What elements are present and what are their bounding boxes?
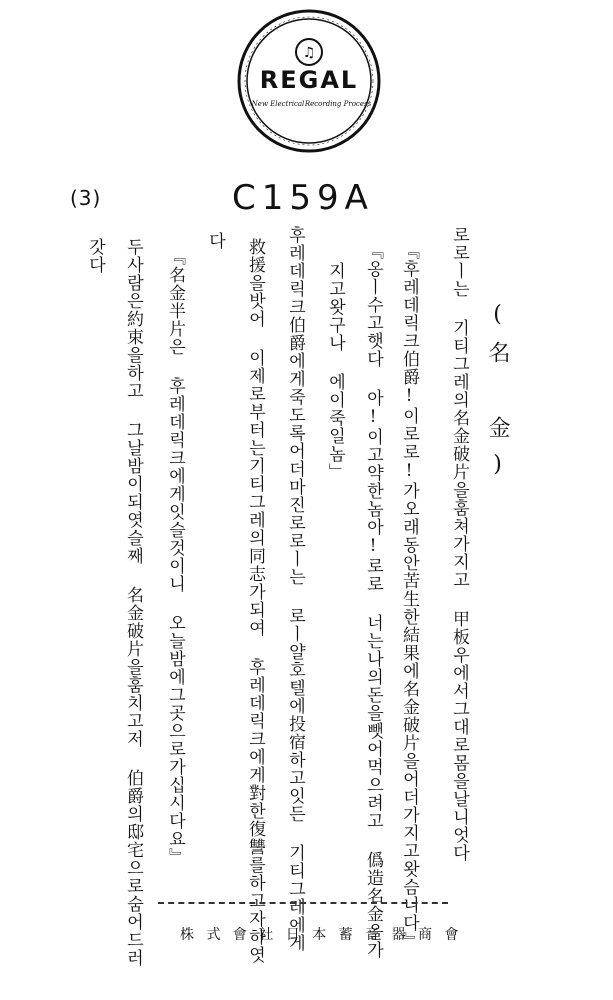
text-column: 『후레데릭크伯爵!이로로!가오래동안苦生한結果에名金破片을어더가지고왓슴니다』 [399, 242, 419, 950]
text-column: 지고왓구나 에이죽일놈」 [325, 262, 345, 481]
text-column: 다 [205, 232, 225, 250]
drama-title: (名 金) [485, 302, 510, 491]
regal-label-icon [234, 6, 384, 156]
regal-logo [234, 6, 384, 156]
text-column: 救援을밧어 이제로부터는기티그레의同志가되여 후레데릭크에게對한復讐를하고자하엿 [245, 238, 265, 964]
svg-text:New Electrical: New Electrical [251, 100, 305, 108]
text-column: 두사람은約束을하고 그날밤이되엿슬째 名金破片을훔치고저 伯爵의邸宅으로숨어드러 [123, 238, 143, 967]
brand-text: REGAL [259, 66, 359, 94]
publisher-imprint: 株 式 會 社 日 本 蓄 音 器 商 會 [180, 927, 463, 943]
text-column: 『옹ㅣ수고햇다 아!이고약한놈아!로로 너는나의돈을뺏어먹으려고 僞造名金을가 [363, 242, 383, 959]
record-catalog-number: C159A [232, 178, 374, 218]
page-number: (3) [70, 186, 102, 210]
svg-text:♫: ♫ [302, 45, 316, 61]
text-column: 후레데릭크伯爵에게죽도록어더마진로로ㅣ는 로ㅣ얄호텔에投宿하고잇든 기티그레에게 [285, 226, 305, 952]
svg-text:Recording Process: Recording Process [304, 100, 372, 108]
text-column: 로로ㅣ는 기티그레의名金破片을훔쳐가지고 甲板우에서그대로몸을날니엇다 [449, 226, 469, 862]
text-column: 갓다 [85, 238, 105, 274]
text-column: 『名金半片은 후레데릭크에게잇슬것이니 오늘밤에그곳으로가십시다요』 [165, 248, 185, 866]
footer-divider [158, 902, 448, 904]
